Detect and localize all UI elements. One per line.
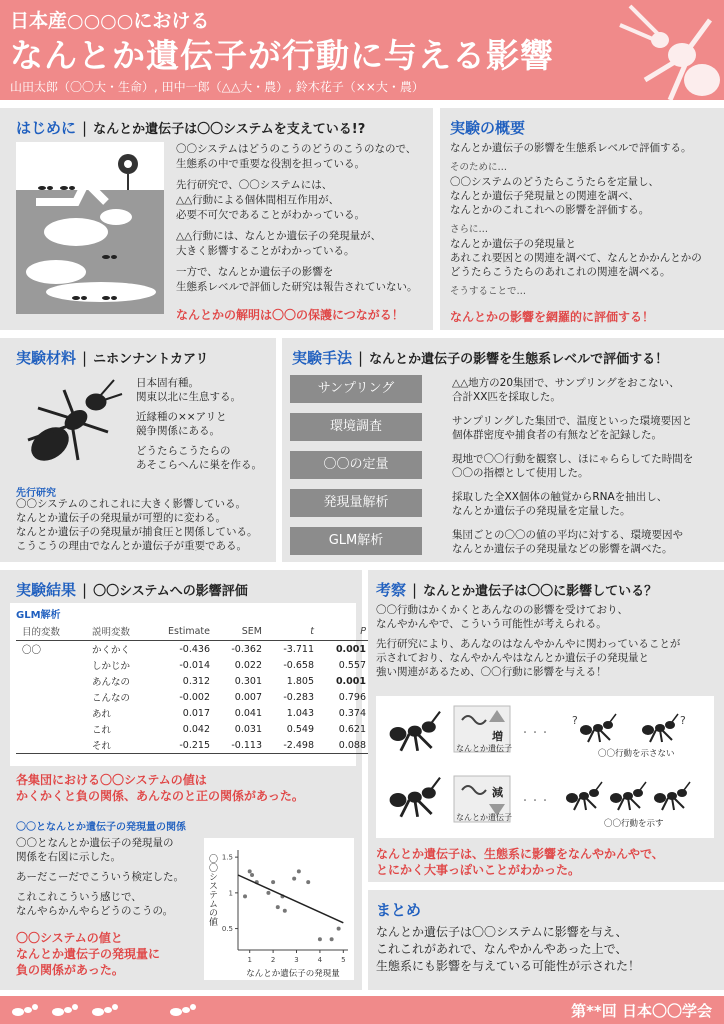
scatter-point <box>243 894 247 898</box>
intro-emphasis: なんとかの解明は〇〇の保護につながる！ <box>176 308 404 322</box>
methods-title: 実験手法 | なんとか遺伝子の影響を生態系レベルで評価する！ <box>292 349 669 367</box>
materials-subheading: ニホンナントカアリ <box>93 352 209 367</box>
svg-text:減: 減 <box>492 786 503 799</box>
method-desc-sampling: △△地方の20集団で、サンプリングをおこない、 合計XX匹を採取した。 <box>452 377 680 403</box>
mechanism-diagram <box>376 696 714 838</box>
summary-heading: まとめ <box>376 901 422 919</box>
discussion-title: 考察 | なんとか遺伝子は〇〇に影響している？ <box>376 581 658 599</box>
correlation-emphasis: 〇〇システムの値と なんとか遺伝子の発現量に 負の関係があった。 <box>16 931 161 977</box>
glm-table-wrap <box>16 622 372 754</box>
scatter-point <box>250 873 254 877</box>
ant-icon <box>580 714 616 742</box>
table-row: あんなの 0.312 0.301 1.805 0.001 <box>92 675 366 688</box>
method-desc-glm: 集団ごとの〇〇の値の平均に対する、環境要因や なんとか遺伝子の発現量などの影響を調べた。 <box>452 529 683 555</box>
svg-text:・・・: ・・・ <box>520 728 550 739</box>
overview-text: なんとか遺伝子の影響を生態系レベルで評価する。 そのために… 〇〇システムのどうたらこうたらを定量し、 なんとか遺伝子発現量との関連を調べ、 なんとかのこれこれへの影響を評価する。 さらに… なんとか遺伝子の発現量と あれこれ要因との関連を調べて、なんとかかんとかの どうたらこうたらのあれこれの関連を調べる。 そうすることで… <box>450 142 702 297</box>
scatter-point <box>330 937 334 941</box>
method-desc-expression: 採取した全XX個体の触覚からRNAを抽出し、 なんとか遺伝子の発現量を定量した。 <box>452 491 668 517</box>
table-row: 〇〇 かくかく -0.436 -0.362 -3.711 0.001 <box>22 643 366 656</box>
intro-heading: はじめに <box>16 119 77 137</box>
scatter-point <box>283 909 287 913</box>
x-tick-label: 5 <box>341 956 346 964</box>
intro-text: 〇〇システムはどうのこうのどうのこうのなので、 生態系の中で重要な役割を担っている。 先行研究で、〇〇システムには、 △△行動による個体間相互作用が、 必要不可欠であることがわかっている。 △△行動には、なんとか遺伝子の発現量が、 大きく影響することがわかっている。 一方で、なんとか遺伝子の影響を 生態系レベルで評価した研究は報告されていない。 <box>176 143 418 293</box>
table-row: これ 0.042 0.031 0.549 0.621 <box>92 723 366 736</box>
svg-text:・・・: ・・・ <box>520 796 550 807</box>
conference-name: 第**回 日本〇〇学会 <box>571 1002 712 1020</box>
ant-nest-illustration <box>16 142 164 314</box>
discussion-subheading: なんとか遺伝子は〇〇に影響している？ <box>423 584 658 599</box>
methods-heading: 実験手法 <box>292 349 353 367</box>
ant-icon <box>654 782 690 810</box>
x-tick-label: 4 <box>317 956 323 964</box>
results-emphasis: 各集団における〇〇システムの値は かくかくと負の関係、あんなのと正の関係があった。 <box>16 773 304 803</box>
ant-icon <box>390 712 440 751</box>
overview-emphasis: なんとかの影響を網羅的に評価する！ <box>450 310 655 324</box>
method-label-glm: GLM解析 <box>290 527 422 555</box>
svg-text:〇〇行動を示す: 〇〇行動を示す <box>604 819 664 829</box>
col-p: P <box>320 622 372 641</box>
scatter-point <box>276 905 280 909</box>
y-tick-label: 0.5 <box>221 925 233 934</box>
table-row: あれ 0.017 0.041 1.043 0.374 <box>92 707 366 720</box>
results-heading: 実験結果 <box>16 581 77 599</box>
glm-heading: GLM解析 <box>16 610 61 621</box>
page-title: なんとか遺伝子が行動に与える影響 <box>10 36 554 75</box>
ant-icon <box>642 714 678 742</box>
materials-title: 実験材料 | ニホンナントカアリ <box>16 349 209 367</box>
methods-subheading: なんとか遺伝子の影響を生態系レベルで評価する！ <box>369 352 669 367</box>
scatter-point <box>306 880 310 884</box>
scatter-point <box>297 869 301 873</box>
table-row: それ -0.215 -0.113 -2.498 0.088 <box>16 737 372 754</box>
results-subheading: 〇〇システムへの影響評価 <box>93 584 248 599</box>
y-axis-label: 〇〇システムの値 <box>207 854 217 926</box>
ant-icon <box>18 378 124 476</box>
col-explanatory: 説明変数 <box>86 622 156 641</box>
svg-text:?: ? <box>680 714 686 727</box>
header-subtitle: 日本産○○○○における <box>10 10 210 32</box>
method-label-environment: 環境調査 <box>290 413 422 441</box>
x-axis-label: なんとか遺伝子の発現量 <box>246 969 340 979</box>
footer-ants-decoration <box>6 998 206 1022</box>
ant-icon <box>610 782 646 810</box>
overview-heading: 実験の概要 <box>450 119 526 137</box>
discussion-heading: 考察 <box>376 581 407 599</box>
table-row: しかじか -0.014 0.022 -0.658 0.557 <box>92 659 366 672</box>
discussion-emphasis: なんとか遺伝子は、生態系に影響をなんやかんやで、 とにかく大事っぽいことがわかった。 <box>376 847 664 877</box>
method-label-quantification: 〇〇の定量 <box>290 451 422 479</box>
intro-title: はじめに | なんとか遺伝子は〇〇システムを支えている!? <box>16 119 366 137</box>
scatter-point <box>248 869 252 873</box>
col-target: 目的変数 <box>16 622 86 641</box>
ant-silhouette-icon <box>590 0 724 100</box>
svg-text:増: 増 <box>492 730 503 743</box>
col-t: t <box>268 622 320 641</box>
svg-text:?: ? <box>572 714 578 727</box>
col-sem: SEM <box>216 622 268 641</box>
intro-subheading: なんとか遺伝子は〇〇システムを支えている!? <box>93 122 366 137</box>
col-estimate: Estimate <box>156 622 216 641</box>
summary-text: なんとか遺伝子は〇〇システムに影響を与え、 これこれがあれで、なんやかんやあった上で、 生態系にも影響を与えている可能性が示された！ <box>376 925 641 973</box>
table-row: こんなの -0.002 0.007 -0.283 0.796 <box>92 691 366 704</box>
correlation-text: 〇〇となんとか遺伝子の発現量の 関係を右図に示した。 あーだこーだでこういう検定した。 これこれこういう感じで、 なんやらかんやらどうのこうの。 <box>16 837 184 917</box>
x-tick-label: 1 <box>247 956 252 964</box>
method-label-expression: 発現量解析 <box>290 489 422 517</box>
svg-text:なんとか遺伝子: なんとか遺伝子 <box>456 813 512 822</box>
prior-research-text: 〇〇システムのこれこれに大きく影響している。 なんとか遺伝子の発現量が可塑的に変わる。 なんとか遺伝子の発現量が捕食圧と関係している。 こうこうの理由でなんとか遺伝子が重要である。 <box>16 498 258 552</box>
prior-research-heading: 先行研究 <box>16 488 56 499</box>
svg-text:なんとか遺伝子: なんとか遺伝子 <box>456 744 512 753</box>
scatter-point <box>271 880 275 884</box>
scatter-point <box>318 937 322 941</box>
x-tick-label: 2 <box>270 956 276 964</box>
authors: 山田太郎（〇〇大・生命）, 田中一郎（△△大・農）, 鈴木花子（××大・農） <box>10 80 424 94</box>
ant-icon <box>390 778 440 817</box>
ant-icon <box>566 782 602 810</box>
svg-text:〇〇行動を示さない: 〇〇行動を示さない <box>598 749 675 759</box>
scatter-point <box>337 927 341 931</box>
glm-table <box>16 622 372 754</box>
scatter-point <box>292 877 296 881</box>
results-title: 実験結果 | 〇〇システムへの影響評価 <box>16 581 248 599</box>
x-tick-label: 3 <box>294 956 299 964</box>
method-label-sampling: サンプリング <box>290 375 422 403</box>
scatter-chart <box>204 838 354 980</box>
materials-heading: 実験材料 <box>16 349 77 367</box>
correlation-heading: 〇〇となんとか遺伝子の発現量の関係 <box>16 822 186 833</box>
y-tick-label: 1 <box>228 889 233 898</box>
scatter-point <box>266 891 270 895</box>
y-tick-label: 1.5 <box>221 853 233 862</box>
discussion-text: 〇〇行動はかくかくとあんなのの影響を受けており、 なんやかんやで、こういう可能性が考えられる。 先行研究により、あんなのはなんやかんやに関わっていることが 示されており、なんやかんやはなんとか遺伝子の発現量と 強い関連があるため、〇〇行動に影響を与える！ <box>376 604 681 678</box>
materials-text: 日本固有種。 関東以北に生息する。 近縁種の××アリと 競争関係にある。 どうたらこうたらの あそこらへんに巣を作る。 <box>136 377 262 471</box>
method-desc-environment: サンプリングした集団で、温度といった環境要因と 個体群密度や捕食者の有無などを記録した。 <box>452 415 693 441</box>
method-desc-quantification: 現地で〇〇行動を観察し、ほにゃららしてた時間を 〇〇の指標として使用した。 <box>452 453 694 479</box>
